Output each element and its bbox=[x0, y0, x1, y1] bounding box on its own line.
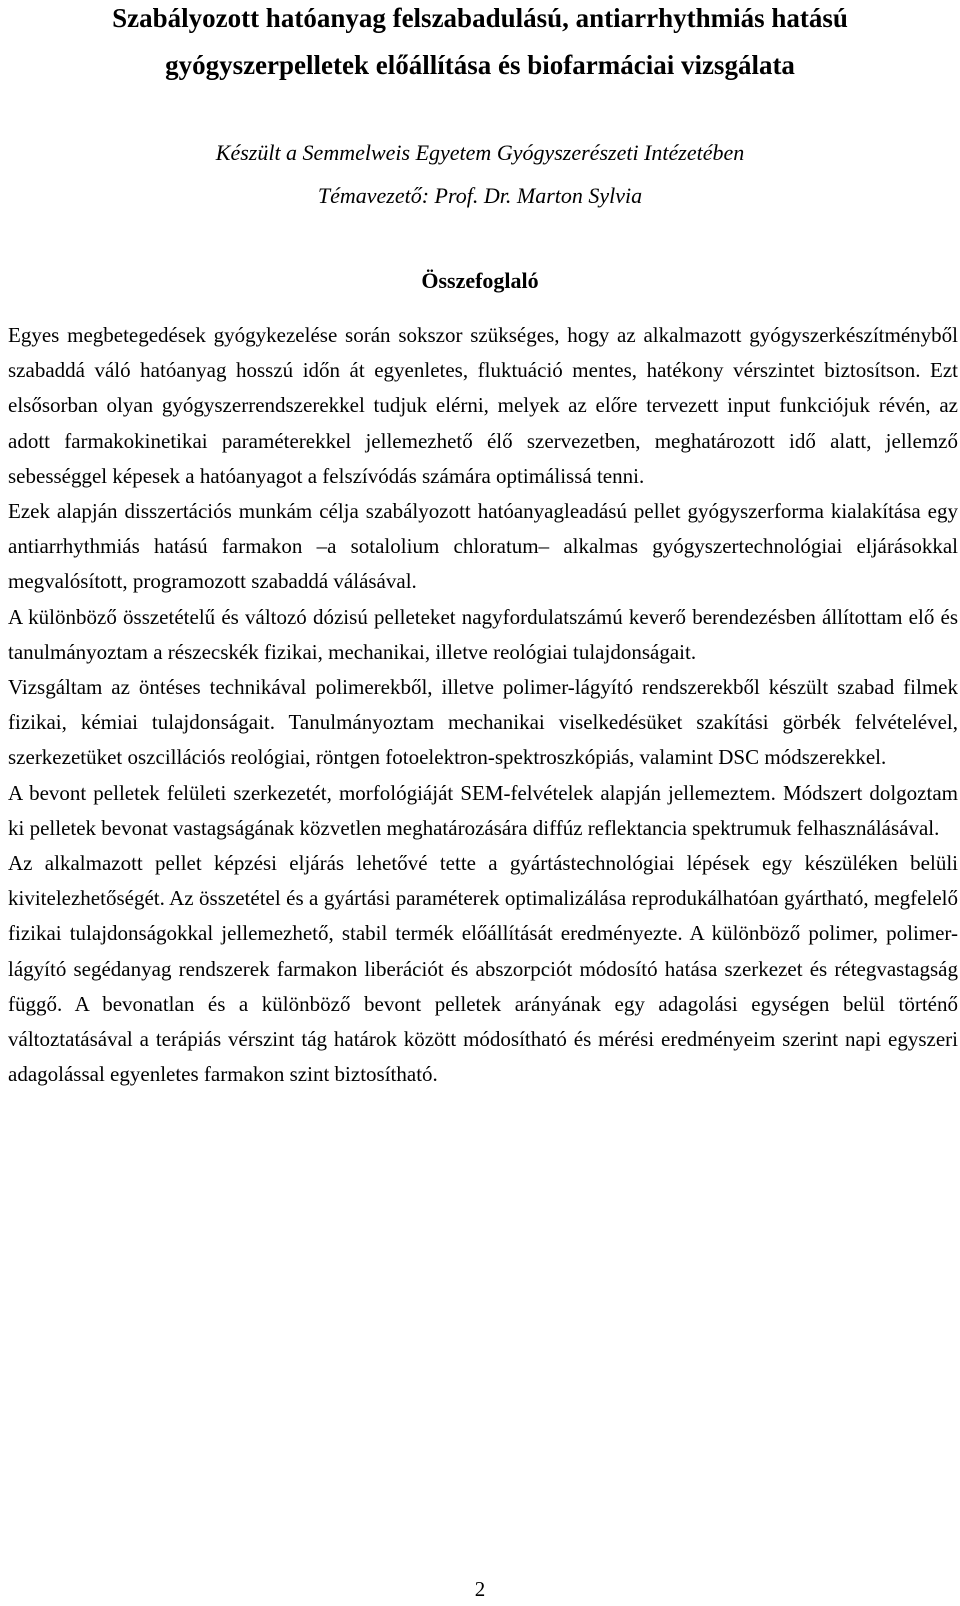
document-title-line-1: Szabályozott hatóanyag felszabadulású, antiarrhythmiás hatású bbox=[112, 3, 848, 33]
page-number: 2 bbox=[474, 1577, 486, 1601]
paragraph-1: Egyes megbetegedések gyógykezelése során sokszor szükséges, hogy az alkalmazott gyógyszerkészítményből szabaddá váló hatóanyag hosszú időn át egyenletes, fluktuáció mentes, hatékony vérszintet biztosítson. Ezt elsősorban olyan gyógyszerrendszerekkel tudjuk elérni, melyek az előre tervezett input funkciójuk révén, az adott farmakokinetikai paraméterekkel jellemezhető élő szervezetben, meghatározott idő alatt, jellemző sebességgel képesek a hatóanyagot a felszívódás számára optimálissá tenni. bbox=[8, 323, 958, 488]
institution-line: Készült a Semmelweis Egyetem Gyógyszerészeti Intézetében bbox=[215, 140, 745, 165]
paragraph-2: Ezek alapján disszertációs munkám célja szabályozott hatóanyagleadású pellet gyógyszerforma kialakítása egy antiarrhythmiás hatású farmakon –a sotalolium chloratum– alkalmas gyógyszertechnológiai eljárásokkal megvalósított, programozott szabaddá válásával. bbox=[8, 499, 958, 594]
supervisor-line: Témavezető: Prof. Dr. Marton Sylvia bbox=[317, 183, 643, 208]
abstract-body bbox=[8, 318, 958, 1092]
paragraph-6: Az alkalmazott pellet képzési eljárás lehetővé tette a gyártástechnológiai lépések egy készüléken belüli kivitelezhetőségét. Az összetétel és a gyártási paraméterek optimalizálása reprodukálhatóan gyártható, megfelelő fizikai tulajdonságokkal jellemezhető, stabil termék előállítását eredményezte. A különböző polimer, polimer-lágyító segédanyag rendszerek farmakon liberációt és abszorpciót módosító hatása szerkezet és rétegvastagság függő. A bevonatlan és a különböző bevont pelletek arányának egy adagolási egységen belül történő változtatásával a terápiás vérszint tág határok között módosítható és mérési eredményeim szerint napi egyszeri adagolással egyenletes farmakon szint biztosítható. bbox=[8, 851, 958, 1087]
paragraph-5: A bevont pelletek felületi szerkezetét, morfológiáját SEM-felvételek alapján jellemeztem. Módszert dolgoztam ki pelletek bevonat vastagságának közvetlen meghatározására diffúz reflektancia spektrumuk felhasználásával. bbox=[8, 780, 958, 840]
section-heading: Összefoglaló bbox=[421, 268, 539, 293]
paragraph-3: A különböző összetételű és változó dózisú pelleteket nagyfordulatszámú keverő berendezésben állítottam elő és tanulmányoztam a részecskék fizikai, mechanikai, illetve reológiai tulajdonságait. bbox=[8, 604, 958, 664]
paragraph-4: Vizsgáltam az öntéses technikával polimerekből, illetve polimer-lágyító rendszerekből készült szabad filmek fizikai, kémiai tulajdonságait. Tanulmányoztam mechanikai viselkedésüket szakítási görbék felvételével, szerkezetüket oszcillációs reológiai, röntgen fotoelektron-spektroszkópiás, valamint DSC módszerekkel. bbox=[8, 675, 958, 770]
document-title-line-2: gyógyszerpelletek előállítása és biofarmáciai vizsgálata bbox=[165, 50, 795, 80]
